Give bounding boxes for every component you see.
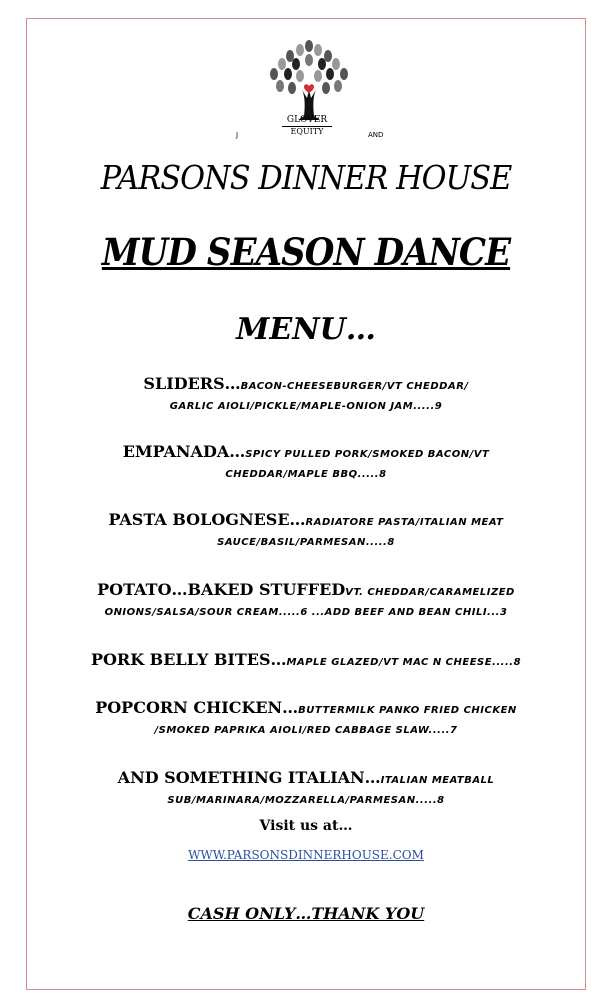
item-name: POPCORN CHICKEN…	[95, 698, 299, 717]
item-desc: BUTTERMILK PANKO FRIED CHICKEN	[298, 705, 517, 716]
item-desc-line2: GARLIC AIOLI/PICKLE/MAPLE-ONION JAM.....9	[169, 401, 443, 412]
item-desc: VT. CHEDDAR/CARAMELIZED	[345, 587, 515, 598]
item-desc-line2: ONIONS/SALSA/SOUR CREAM.....6 ...ADD BEEF AND BEAN CHILI...3	[104, 607, 508, 618]
item-name: EMPANADA…	[122, 442, 246, 461]
event-title: MUD SEASON DANCE	[101, 230, 511, 274]
menu-item-popcorn-chicken	[0, 698, 612, 741]
item-desc-line2: CHEDDAR/MAPLE BBQ.....8	[225, 469, 387, 480]
website-link[interactable]: WWW.PARSONSDINNERHOUSE.COM	[188, 848, 424, 862]
cash-only-note: CASH ONLY…THANK YOU	[187, 904, 425, 923]
menu-item-pork-belly	[0, 650, 612, 673]
item-desc-line2: SAUCE/BASIL/PARMESAN.....8	[217, 537, 395, 548]
item-desc: BACON-CHEESEBURGER/VT CHEDDAR/	[240, 381, 469, 392]
menu-item-sliders	[0, 374, 612, 417]
menu-item-potato	[0, 580, 612, 623]
small-text-and: AND	[368, 131, 384, 139]
item-name: PORK BELLY BITES…	[90, 650, 287, 669]
restaurant-title: PARSONS DINNER HOUSE	[100, 158, 512, 197]
item-desc: ITALIAN MEATBALL	[380, 775, 495, 786]
menu-item-pasta	[0, 510, 612, 553]
item-name: AND SOMETHING ITALIAN…	[117, 768, 381, 787]
menu-item-italian	[0, 768, 612, 811]
small-text-j: J	[236, 131, 239, 139]
menu-heading: MENU…	[236, 312, 376, 347]
menu-item-empanada	[0, 442, 612, 485]
item-desc: RADIATORE PASTA/ITALIAN MEAT	[305, 517, 504, 528]
item-name: SLIDERS…	[143, 374, 241, 393]
visit-text: Visit us at…	[259, 818, 353, 834]
item-desc: MAPLE GLAZED/VT MAC N CHEESE.....8	[286, 657, 522, 668]
logo-text-glover: GLOVER	[286, 115, 328, 125]
item-desc: SPICY PULLED PORK/SMOKED BACON/VT	[245, 449, 490, 460]
item-name: POTATO…BAKED STUFFED	[97, 580, 346, 599]
item-desc-line2: SUB/MARINARA/MOZZARELLA/PARMESAN.....8	[167, 795, 445, 806]
item-name: PASTA BOLOGNESE…	[108, 510, 306, 529]
item-desc-line2: /SMOKED PAPRIKA AIOLI/RED CABBAGE SLAW.....7	[154, 725, 458, 736]
logo-text-equity: EQUITY	[282, 126, 332, 136]
